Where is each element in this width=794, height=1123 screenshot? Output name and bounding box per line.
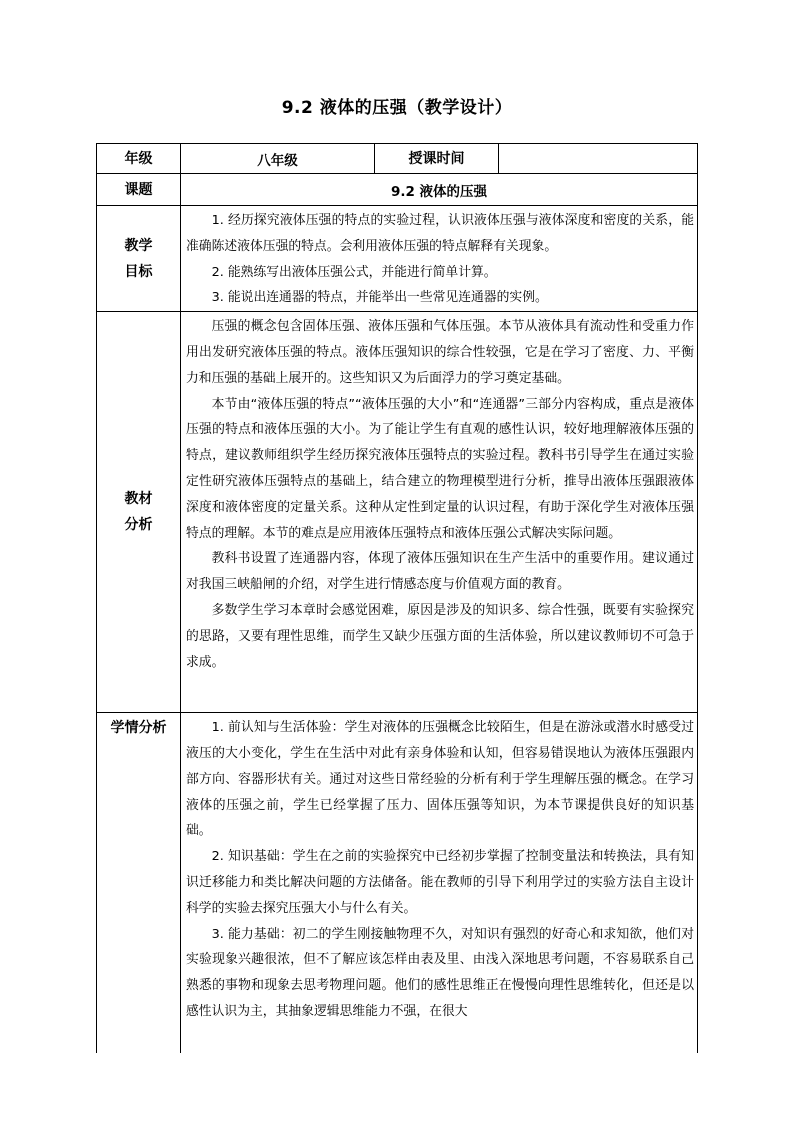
goals-label-line1: 教学	[124, 237, 153, 254]
time-value	[499, 144, 698, 174]
students-row	[97, 713, 698, 1054]
students-paragraph: 1. 前认知与生活体验：学生对液体的压强概念比较陌生，但是在游泳或潜水时感受过液压的大小变化，学生在生活中对此有亲身体验和认知，但容易错误地认为液体压强跟内部方向、容器形状有关。通过对这些日常经验的分析有利于学生理解压强的概念。在学习液体的压强之前，学生已经掌握了压力、固体压强等知识，为本节课提供良好的知识基础。	[186, 720, 694, 839]
students-paragraph: 2. 知识基础：学生在之前的实验探究中已经初步掌握了控制变量法和转换法，具有知识迁移能力和类比解决问题的方法储备。能在教师的引导下利用学过的实验方法自主设计科学的实验去探究压强大小与什么有关。	[186, 849, 694, 916]
students-content	[181, 713, 698, 1054]
material-row	[97, 312, 698, 713]
material-paragraph: 本节由“液体压强的特点”“液体压强的大小”和“连通器”三部分内容构成，重点是液体压强的特点和液体压强的大小。为了能让学生有直观的感性认识，较好地理解液体压强的特点，建议教师组织学生经历探究液体压强特点的实验过程。教科书引导学生在通过实验定性研究液体压强特点的基础上，结合建立的物理模型进行分析，推导出液体压强跟液体深度和液体密度的定量关系。这种从定性到定量的认识过程，有助于深化学生对液体压强特点的理解。本节的难点是应用液体压强特点和液体压强公式解决实际问题。	[186, 396, 694, 541]
topic-label: 课题	[97, 174, 181, 206]
material-paragraph: 教科书设置了连通器内容，体现了液体压强知识在生产生活中的重要作用。建议通过对我国三峡船闸的介绍，对学生进行情感态度与价值观方面的教育。	[186, 551, 694, 593]
goals-label-line2: 目标	[124, 263, 153, 280]
goal-item: 2. 能熟练写出液体压强公式，并能进行简单计算。	[211, 264, 497, 280]
topic-row	[97, 174, 698, 206]
grade-label: 年级	[97, 144, 181, 174]
grade-row	[97, 144, 698, 174]
goals-content	[181, 206, 698, 312]
lesson-plan-table	[96, 143, 698, 1053]
material-label-line2: 分析	[124, 517, 153, 534]
students-paragraph: 3. 能力基础：初二的学生刚接触物理不久，对知识有强烈的好奇心和求知欲，他们对实验现象兴趣很浓，但不了解应该怎样由表及里、由浅入深地思考问题，不容易联系自己熟悉的事物和现象去思考物理问题。他们的感性思维正在慢慢向理性思维转化，但还是以感性认识为主，其抽象逻辑思维能力不强，在很大	[186, 926, 694, 1019]
material-paragraph: 多数学生学习本章时会感觉困难，原因是涉及的知识多、综合性强，既要有实验探究的思路，又要有理性思维，而学生又缺少压强方面的生活体验，所以建议教师切不可急于求成。	[186, 602, 694, 670]
goal-item: 1. 经历探究液体压强的特点的实验过程，认识液体压强与液体深度和密度的关系，能准确陈述液体压强的特点。会利用液体压强的特点解释有关现象。	[186, 213, 694, 254]
time-label: 授课时间	[375, 144, 499, 174]
students-label: 学情分析	[97, 713, 181, 1054]
material-label-line1: 教材	[124, 491, 153, 508]
material-content	[181, 312, 698, 713]
material-label	[97, 312, 181, 713]
goals-label	[97, 206, 181, 312]
students-clip	[186, 715, 694, 1053]
page-title: 9.2 液体的压强（教学设计）	[281, 98, 513, 118]
grade-value: 八年级	[181, 144, 375, 174]
material-paragraph: 压强的概念包含固体压强、液体压强和气体压强。本节从液体具有流动性和受重力作用出发研究液体压强的特点。液体压强知识的综合性较强，它是在学习了密度、力、平衡力和压强的基础上展开的。这些知识又为后面浮力的学习奠定基础。	[186, 319, 694, 386]
goal-item: 3. 能说出连通器的特点，并能举出一些常见连通器的实例。	[211, 290, 548, 306]
goals-row	[97, 206, 698, 312]
topic-value: 9.2 液体的压强	[181, 174, 698, 206]
